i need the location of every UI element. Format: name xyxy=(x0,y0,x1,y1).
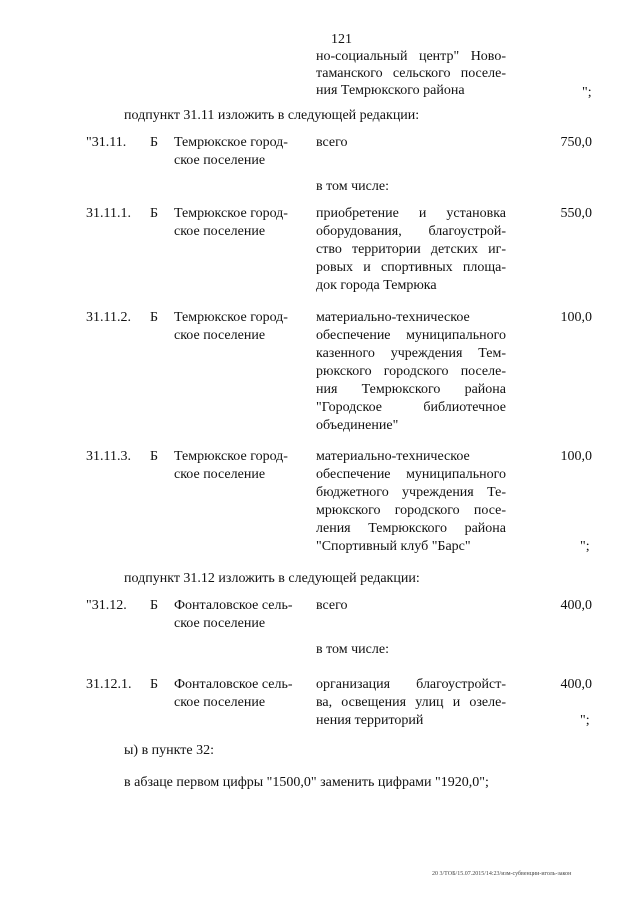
row-amount: 750,0 xyxy=(560,135,592,150)
row-desc-line: бюджетного учреждения Те- xyxy=(316,485,506,500)
row-code: "31.11. xyxy=(86,135,127,150)
row-category: Б xyxy=(150,206,159,221)
row-desc-line: обеспечение муниципального xyxy=(316,467,506,482)
row-desc-line: организация благоустройст- xyxy=(316,677,506,692)
row-desc-line: ва, освещения улиц и озеле- xyxy=(316,695,506,710)
row-amount: 100,0 xyxy=(560,449,592,464)
row-amount: 400,0 xyxy=(560,598,592,613)
row-category: Б xyxy=(150,310,159,325)
row-desc-line: оборудования, благоустрой- xyxy=(316,224,506,239)
row-desc-line: "Спортивный клуб "Барс" xyxy=(316,539,471,554)
row-desc-line: ство территории детских иг- xyxy=(316,242,506,257)
top-block-line-3: ния Темрюкского района xyxy=(316,83,465,98)
row-desc-line: приобретение и установка xyxy=(316,206,506,221)
row-category: Б xyxy=(150,598,159,613)
row-amount: 100,0 xyxy=(560,310,592,325)
item-y-text: в абзаце первом цифры "1500,0" заменить цифрами "1920,0"; xyxy=(124,775,489,790)
row-place-line: Темрюкское город- xyxy=(174,310,288,325)
row-place-line: ское поселение xyxy=(174,328,266,343)
row-desc-line: рюкского городского поселе- xyxy=(316,364,506,379)
row-place-line: Темрюкское город- xyxy=(174,449,288,464)
subpoint-31-12-intro: подпункт 31.12 изложить в следующей редакции: xyxy=(124,571,420,586)
row-amount: 550,0 xyxy=(560,206,592,221)
page-number: 121 xyxy=(331,32,352,47)
row-desc-line: материально-техническое xyxy=(316,449,470,464)
top-block-line-2: таманского сельского поселе- xyxy=(316,66,506,81)
row-desc-line: ния Темрюкского района xyxy=(316,382,506,397)
top-block-end: "; xyxy=(582,85,592,100)
row-place-line: Фонталовское сель- xyxy=(174,677,293,692)
row-place-line: ское поселение xyxy=(174,224,266,239)
row-amount: 400,0 xyxy=(560,677,592,692)
row-desc-line: "Городское библиотечное xyxy=(316,400,506,415)
subpoint-31-11-intro: подпункт 31.11 изложить в следующей редакции: xyxy=(124,108,420,123)
row-desc-line: всего xyxy=(316,598,348,613)
row-desc-line: материально-техническое xyxy=(316,310,470,325)
in-that-number: в том числе: xyxy=(316,642,389,657)
row-code: 31.11.3. xyxy=(86,449,131,464)
row-place-line: ское поселение xyxy=(174,616,266,631)
row-desc-line: казенного учреждения Тем- xyxy=(316,346,506,361)
row-place-line: ское поселение xyxy=(174,153,266,168)
row-code: 31.11.1. xyxy=(86,206,131,221)
row-end-quote: "; xyxy=(580,539,590,554)
row-desc-line: ровых и спортивных площа- xyxy=(316,260,506,275)
row-desc-line: нения территорий xyxy=(316,713,424,728)
row-category: Б xyxy=(150,677,159,692)
row-place-line: ское поселение xyxy=(174,695,266,710)
row-desc-line: док города Темрюка xyxy=(316,278,437,293)
row-place-line: Фонталовское сель- xyxy=(174,598,293,613)
row-desc-line: мрюкского городского посе- xyxy=(316,503,506,518)
in-that-number: в том числе: xyxy=(316,179,389,194)
row-category: Б xyxy=(150,449,159,464)
row-desc-line: обеспечение муниципального xyxy=(316,328,506,343)
row-desc-line: всего xyxy=(316,135,348,150)
row-place-line: ское поселение xyxy=(174,467,266,482)
top-block-line-1: но-социальный центр" Ново- xyxy=(316,49,506,64)
row-desc-line: ления Темрюкского района xyxy=(316,521,506,536)
row-code: 31.12.1. xyxy=(86,677,132,692)
row-code: 31.11.2. xyxy=(86,310,131,325)
footer-filepath: 20 3/ТОБ/15.07.2015/14:23/изм-субвенции-иголь-закон xyxy=(432,871,572,877)
row-code: "31.12. xyxy=(86,598,127,613)
row-end-quote: "; xyxy=(580,713,590,728)
row-place-line: Темрюкское город- xyxy=(174,206,288,221)
row-desc-line: объединение" xyxy=(316,418,399,433)
row-category: Б xyxy=(150,135,159,150)
row-place-line: Темрюкское город- xyxy=(174,135,288,150)
item-y-heading: ы) в пункте 32: xyxy=(124,743,215,758)
